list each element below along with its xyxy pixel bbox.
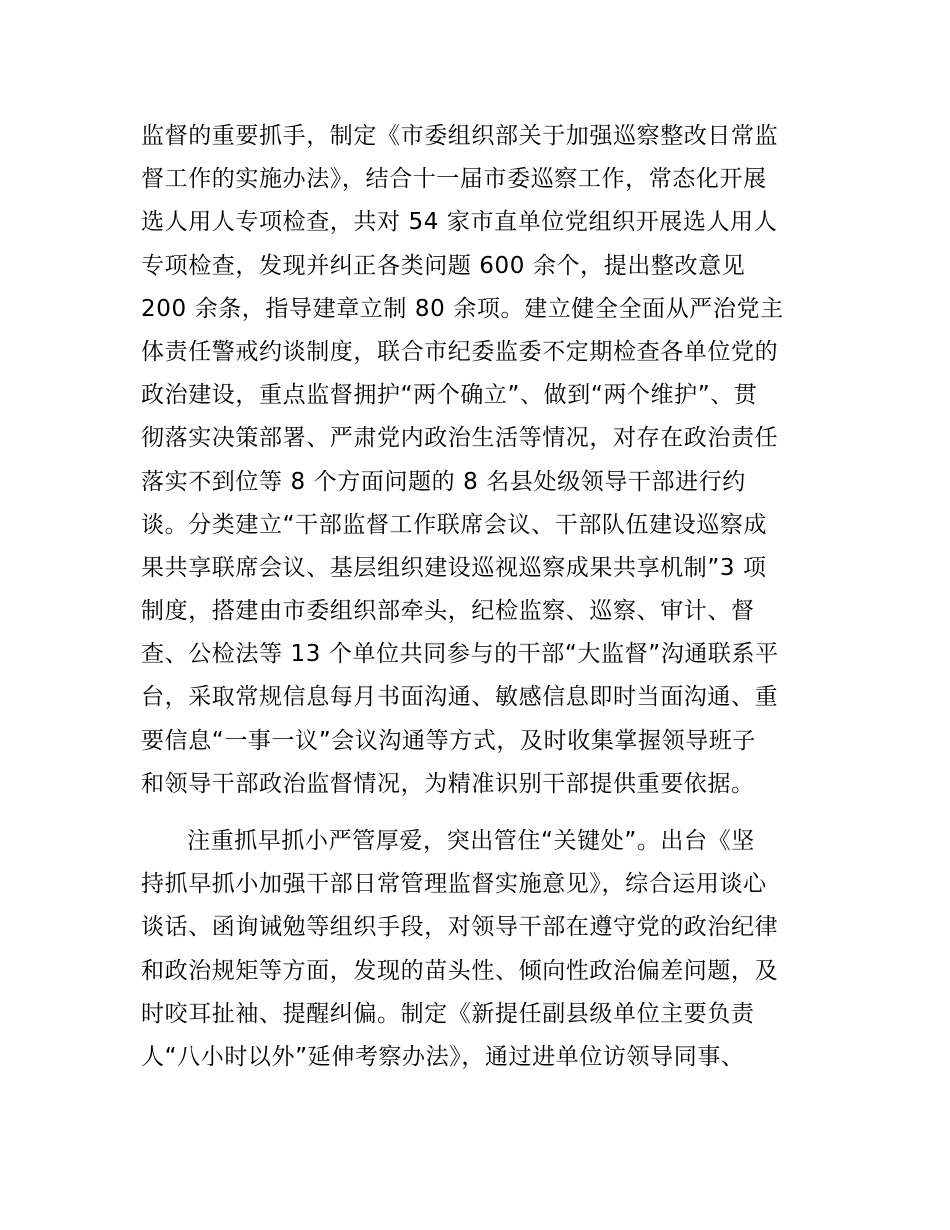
text-line: 台，采取常规信息每月书面沟通、敏感信息即时当面沟通、重: [141, 684, 779, 711]
text-line: 查、公检法等 13 个单位共同参与的干部“大监督”沟通联系平: [141, 641, 779, 668]
text-line: 选人用人专项检查，共对 54 家市直单位党组织开展选人用人: [141, 209, 778, 236]
text-line: 政治建设，重点监督拥护“两个确立”、做到“两个维护”、贯: [141, 382, 758, 409]
text-line: 要信息“一事一议”会议沟通等方式，及时收集掌握领导班子: [141, 727, 757, 754]
text-line-indented: 注重抓早抓小严管厚爱，突出管住“关键处”。出台《坚: [187, 828, 755, 854]
text-line: 制度，搭建由市委组织部牵头，纪检监察、巡察、审计、督: [141, 598, 755, 625]
text-line: 和政治规矩等方面，发现的苗头性、倾向性政治偏差问题，及: [141, 957, 779, 984]
text-line: 200 余条，指导建章立制 80 余项。建立健全全面从严治党主: [141, 295, 784, 322]
text-line: 体责任警戒约谈制度，联合市纪委监委不定期检查各单位党的: [141, 338, 779, 365]
paragraph-2: [141, 820, 813, 1079]
text-line: 持抓早抓小加强干部日常管理监督实施意见》，综合运用谈心: [141, 871, 767, 898]
text-line: 和领导干部政治监督情况，为精准识别干部提供重要依据。: [141, 770, 755, 797]
text-line: 人“八小时以外”延伸考察办法》，通过进单位访领导同事、: [141, 1043, 745, 1070]
text-line: 落实不到位等 8 个方面问题的 8 名县处级领导干部进行约: [141, 468, 746, 495]
text-line: 督工作的实施办法》，结合十一届市委巡察工作，常态化开展: [141, 166, 767, 193]
text-line: 时咬耳扯袖、提醒纠偏。制定《新提任副县级单位主要负责: [141, 1000, 755, 1027]
text-line: 彻落实决策部署、严肃党内政治生活等情况，对存在政治责任: [141, 425, 779, 452]
paragraph-1: [141, 115, 813, 806]
text-line: 谈话、函询诫勉等组织手段，对领导干部在遵守党的政治纪律: [141, 914, 779, 941]
text-line: 专项检查，发现并纠正各类问题 600 余个，提出整改意见: [141, 252, 746, 279]
text-line: 果共享联席会议、基层组织建设巡视巡察成果共享机制”3 项: [141, 554, 767, 581]
text-line: 监督的重要抓手，制定《市委组织部关于加强巡察整改日常监: [141, 123, 779, 149]
text-line: 谈。分类建立“干部监督工作联席会议、干部队伍建设巡察成: [141, 511, 768, 538]
